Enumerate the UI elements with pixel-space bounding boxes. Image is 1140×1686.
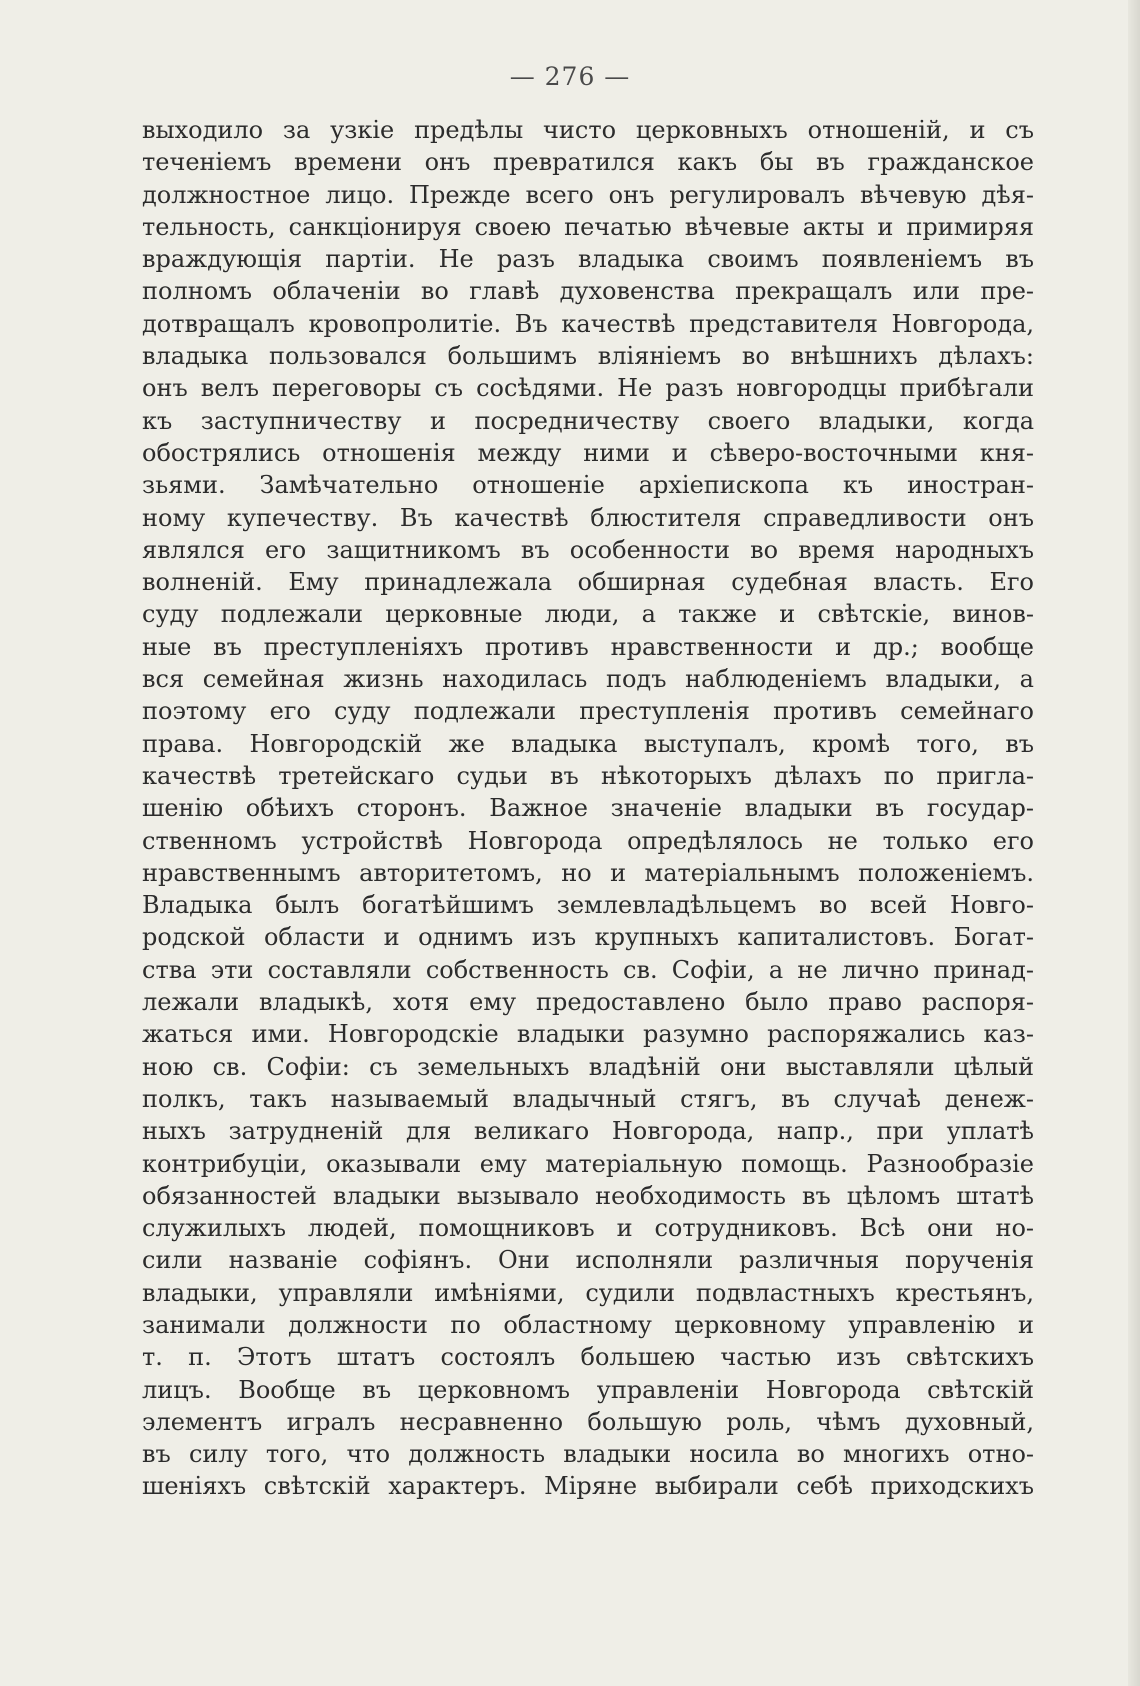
text-line: нравственнымъ авторитетомъ, но и матеріальнымъ положеніемъ. xyxy=(142,858,1034,887)
text-line: зьями. Замѣчательно отношеніе архіепископа къ иностран- xyxy=(142,471,1034,500)
text-line: волненій. Ему принадлежала обширная судебная власть. Его xyxy=(142,568,1034,597)
text-line: онъ велъ переговоры съ сосѣдями. Не разъ новгородцы прибѣгали xyxy=(142,374,1034,403)
text-line: дотвращалъ кровопролитіе. Въ качествѣ представителя Новгорода, xyxy=(142,309,1034,338)
text-line: являлся его защитникомъ въ особенности во время народныхъ xyxy=(142,535,1034,564)
text-line: въ силу того, что должность владыки носила во многихъ отно- xyxy=(142,1440,1034,1469)
body-text xyxy=(142,114,1034,1503)
text-line: ные въ преступленіяхъ противъ нравственности и др.; вообще xyxy=(142,632,1034,661)
text-line: должностное лицо. Прежде всего онъ регулировалъ вѣчевую дѣя- xyxy=(142,180,1034,209)
text-line: лицъ. Вообще въ церковномъ управленіи Новгорода свѣтскій xyxy=(142,1375,1034,1404)
text-line: владыка пользовался большимъ вліяніемъ во внѣшнихъ дѣлахъ: xyxy=(142,342,1034,371)
text-line: занимали должности по областному церковному управленію и xyxy=(142,1310,1034,1339)
text-line: поэтому его суду подлежали преступленія противъ семейнаго xyxy=(142,697,1034,726)
text-line: ному купечеству. Въ качествѣ блюстителя справедливости онъ xyxy=(142,503,1034,532)
text-line: ныхъ затрудненій для великаго Новгорода, напр., при уплатѣ xyxy=(142,1117,1034,1146)
text-line: обострялись отношенія между ними и сѣверо-восточными кня- xyxy=(142,438,1034,467)
text-line: шеніяхъ свѣтскій характеръ. Міряне выбирали себѣ приходскихъ xyxy=(142,1472,1034,1501)
text-line: сили названіе софіянъ. Они исполняли различныя порученія xyxy=(142,1246,1034,1275)
text-line: Владыка былъ богатѣйшимъ землевладѣльцемъ во всей Новго- xyxy=(142,891,1034,920)
text-line: враждующія партіи. Не разъ владыка своимъ появленіемъ въ xyxy=(142,245,1034,274)
text-line: служилыхъ людей, помощниковъ и сотрудниковъ. Всѣ они но- xyxy=(142,1214,1034,1243)
text-line: ственномъ устройствѣ Новгорода опредѣлялось не только его xyxy=(142,826,1034,855)
text-line: тельность, санкціонируя своею печатью вѣчевые акты и примиряя xyxy=(142,212,1034,241)
text-line: лежали владыкѣ, хотя ему предоставлено было право распоря- xyxy=(142,988,1034,1017)
text-line: ства эти составляли собственность св. Софіи, а не лично принад- xyxy=(142,955,1034,984)
text-line: контрибуціи, оказывали ему матеріальную помощь. Разнообразіе xyxy=(142,1149,1034,1178)
text-line: элементъ игралъ несравненно большую роль, чѣмъ духовный, xyxy=(142,1407,1034,1436)
text-line: вся семейная жизнь находилась подъ наблюденіемъ владыки, а xyxy=(142,665,1034,694)
page-number: — 276 — xyxy=(509,62,631,91)
text-line: полкъ, такъ называемый владычный стягъ, въ случаѣ денеж- xyxy=(142,1084,1034,1113)
text-line: полномъ облаченіи во главѣ духовенства прекращалъ или пре- xyxy=(142,277,1034,306)
text-line: ною св. Софіи: съ земельныхъ владѣній они выставляли цѣлый xyxy=(142,1052,1034,1081)
text-line: шенію обѣихъ сторонъ. Важное значеніе владыки въ государ- xyxy=(142,794,1034,823)
text-line: теченіемъ времени онъ превратился какъ бы въ гражданское xyxy=(142,148,1034,177)
text-line: суду подлежали церковные люди, а также и свѣтскіе, винов- xyxy=(142,600,1034,629)
text-line: качествѣ третейскаго судьи въ нѣкоторыхъ дѣлахъ по пригла- xyxy=(142,761,1034,790)
text-line: т. п. Этотъ штатъ состоялъ большею частью изъ свѣтскихъ xyxy=(142,1343,1034,1372)
text-line: родской области и однимъ изъ крупныхъ капиталистовъ. Богат- xyxy=(142,923,1034,952)
text-line: права. Новгородскій же владыка выступалъ, кромѣ того, въ xyxy=(142,729,1034,758)
text-line: жаться ими. Новгородскіе владыки разумно распоряжались каз- xyxy=(142,1020,1034,1049)
text-line: къ заступничеству и посредничеству своего владыки, когда xyxy=(142,406,1034,435)
text-line: обязанностей владыки вызывало необходимость въ цѣломъ штатѣ xyxy=(142,1181,1034,1210)
page-edge xyxy=(1128,0,1140,1686)
text-line: владыки, управляли имѣніями, судили подвластныхъ крестьянъ, xyxy=(142,1278,1034,1307)
text-line: выходило за узкіе предѣлы чисто церковныхъ отношеній, и съ xyxy=(142,116,1034,144)
